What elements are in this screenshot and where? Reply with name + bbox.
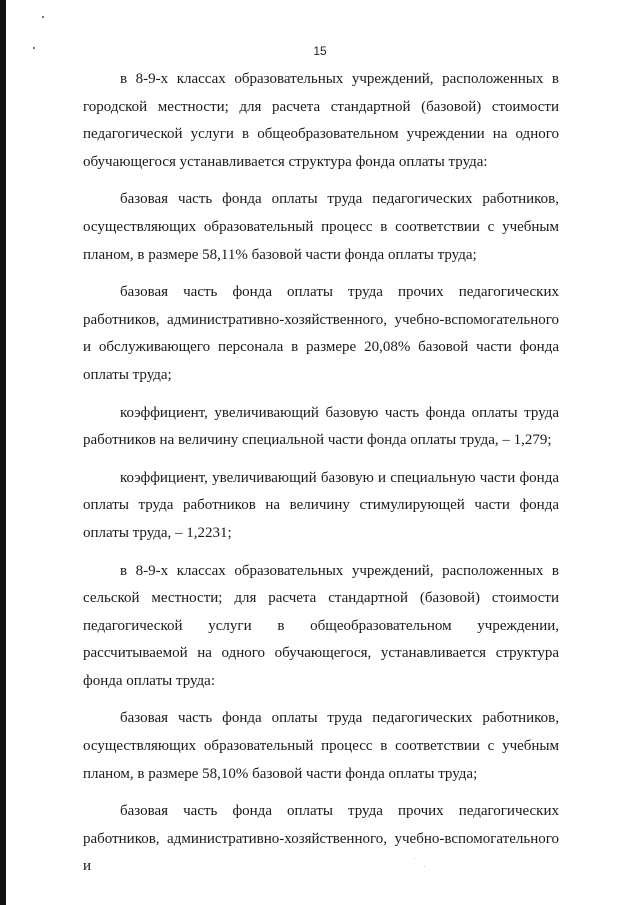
scan-speck: [42, 16, 44, 18]
document-body: [83, 66, 559, 891]
paragraph-urban-teaching-base: базовая часть фонда оплаты труда педагогических работников, осуществляющих образовательный процесс в соответствии с учебным планом, в размере 58,11% базовой части фонда оплаты труда;: [83, 191, 559, 263]
paragraph-urban-incentive-coefficient: коэффициент, увеличивающий базовую и специальную части фонда оплаты труда работников на величину стимулирующей части фонда оплаты труда, – 1,2231;: [83, 469, 559, 541]
paragraph-urban-other-staff-base: базовая часть фонда оплаты труда прочих педагогических работников, административно-хозяйственного, учебно-вспомогательного и обслуживающего персонала в размере 20,08% базовой части фонда оплаты труда;: [83, 284, 559, 383]
paragraph-urban-structure: в 8-9-х классах образовательных учреждений, расположенных в городской местности; для расчета стандартной (базовой) стоимости педагогической услуги в общеобразовательном учреждении на одного обучающегося устанавливается структура фонда оплаты труда:: [83, 71, 559, 170]
page-number: 15: [313, 44, 327, 58]
scan-edge-shadow: [0, 0, 6, 905]
paragraph-urban-special-coefficient: коэффициент, увеличивающий базовую часть фонда оплаты труда работников на величину специальной части фонда оплаты труда, – 1,279;: [83, 404, 559, 449]
paragraph-rural-structure: в 8-9-х классах образовательных учреждений, расположенных в сельской местности; для расчета стандартной (базовой) стоимости педагогической услуги в общеобразовательном учреждении, рассчитываемой на одного обучающегося, устанавливается структура фонда оплаты труда:: [83, 562, 559, 689]
paragraph-rural-other-staff-base: базовая часть фонда оплаты труда прочих педагогических работников, административно-хозяйственного, учебно-вспомогательного и: [83, 803, 559, 875]
paragraph-rural-teaching-base: базовая часть фонда оплаты труда педагогических работников, осуществляющих образовательный процесс в соответствии с учебным планом, в размере 58,10% базовой части фонда оплаты труда;: [83, 710, 559, 782]
